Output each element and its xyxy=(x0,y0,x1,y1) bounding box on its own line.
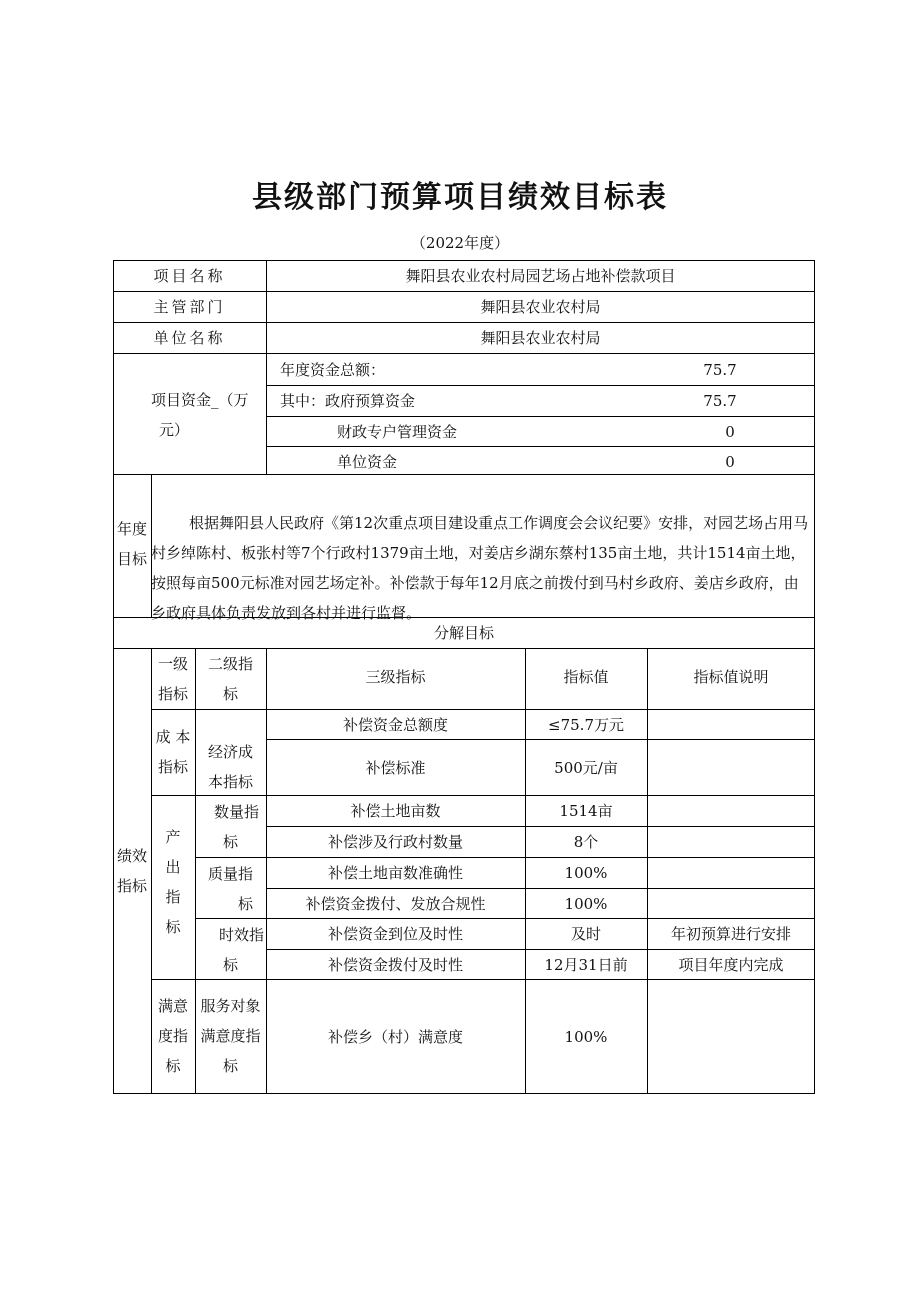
header-level3: 三级指标 xyxy=(365,668,426,686)
indicator-value: 1514亩 xyxy=(559,802,613,820)
funds-gov-label: 其中：政府预算资金 xyxy=(280,392,416,410)
header-level1: 一级 指标 xyxy=(157,655,188,703)
unit-value: 舞阳县农业农村局 xyxy=(480,329,601,347)
indicator-value: 100% xyxy=(564,1027,608,1046)
satisfaction-indicator-label: 满意 度指 标 xyxy=(157,997,188,1075)
indicator-value: 100% xyxy=(564,895,608,913)
econ-cost-label: 经济成 本指标 xyxy=(207,743,253,791)
header-note: 指标值说明 xyxy=(693,668,769,686)
funds-unit-label: 单位资金 xyxy=(337,453,398,471)
indicator-note xyxy=(647,740,815,795)
indicator-note xyxy=(647,710,815,740)
service-satisfaction-label: 服务对象 满意度指 标 xyxy=(200,997,261,1075)
project-name-value: 舞阳县农业农村局园艺场占地补偿款项目 xyxy=(405,267,676,285)
indicator-note: 项目年度内完成 xyxy=(678,956,784,974)
funds-special-label: 财政专户管理资金 xyxy=(337,423,458,441)
fiscal-year: （2022年度） xyxy=(410,234,510,252)
indicator-name: 补偿涉及行政村数量 xyxy=(327,833,463,851)
indicator-note xyxy=(647,980,815,1093)
indicator-name: 补偿标准 xyxy=(365,758,426,777)
indicator-name: 补偿土地亩数 xyxy=(350,802,441,820)
funds-label: 项目资金_（万 元） xyxy=(151,391,249,439)
cost-indicator-label: 成 本 指标 xyxy=(155,728,191,776)
indicator-name: 补偿资金到位及时性 xyxy=(327,925,463,943)
indicator-note xyxy=(647,889,815,919)
indicator-value: 100% xyxy=(564,864,608,882)
indicator-value: 500元/亩 xyxy=(554,758,618,777)
indicator-value: ≤75.7万元 xyxy=(548,716,624,734)
funds-gov-value: 75.7 xyxy=(703,392,737,410)
output-indicator-label: 产 出 指 标 xyxy=(165,828,181,936)
indicator-note xyxy=(647,796,815,826)
funds-unit-value: 0 xyxy=(725,453,735,471)
perf-indicators-label: 绩效 指标 xyxy=(116,847,147,895)
funds-total-label: 年度资金总额： xyxy=(280,361,386,379)
unit-label: 单位名称 xyxy=(153,329,226,347)
indicator-note xyxy=(647,827,815,857)
header-level2: 二级指 标 xyxy=(207,655,253,703)
quantity-indicator-label: 数量指 标 xyxy=(213,802,259,851)
indicator-value: 及时 xyxy=(570,925,601,943)
goal-label: 年度 目标 xyxy=(116,520,147,568)
indicator-name: 补偿土地亩数准确性 xyxy=(327,864,463,882)
indicator-note: 年初预算进行安排 xyxy=(670,925,791,943)
project-name-label: 项目名称 xyxy=(153,267,226,285)
quality-indicator-label: 质量指 标 xyxy=(207,864,253,913)
funds-total-value: 75.7 xyxy=(703,361,737,379)
indicator-name: 补偿资金总额度 xyxy=(342,716,448,734)
page-title: 县级部门预算项目绩效目标表 xyxy=(252,180,668,215)
timeliness-indicator-label: 时效指 标 xyxy=(218,925,264,974)
indicator-value: 8个 xyxy=(573,833,599,851)
header-value: 指标值 xyxy=(563,668,609,686)
indicator-name: 补偿乡（村）满意度 xyxy=(327,1027,463,1046)
funds-special-value: 0 xyxy=(725,423,735,441)
dept-value: 舞阳县农业农村局 xyxy=(480,298,601,316)
breakdown-label: 分解目标 xyxy=(433,624,494,642)
indicator-value: 12月31日前 xyxy=(544,956,628,974)
indicator-note xyxy=(647,858,815,888)
dept-label: 主管部门 xyxy=(153,298,226,316)
annual-goal-text: 根据舞阳县人民政府《第12次重点项目建设重点工作调度会会议纪要》安排，对园艺场占用马村乡绰陈村、板张村等7个行政村1379亩土地，对姜店乡湖东蔡村135亩土地，共计1514亩土地，按照每亩500元标准对园艺场定补。补偿款于每年12月底之前拨付到马村乡政府、姜店乡政府，由乡政府具体负责发放到各村并进行监督。 xyxy=(151,514,809,622)
indicator-name: 补偿资金拨付、发放合规性 xyxy=(305,895,486,913)
indicator-name: 补偿资金拨付及时性 xyxy=(327,956,463,974)
